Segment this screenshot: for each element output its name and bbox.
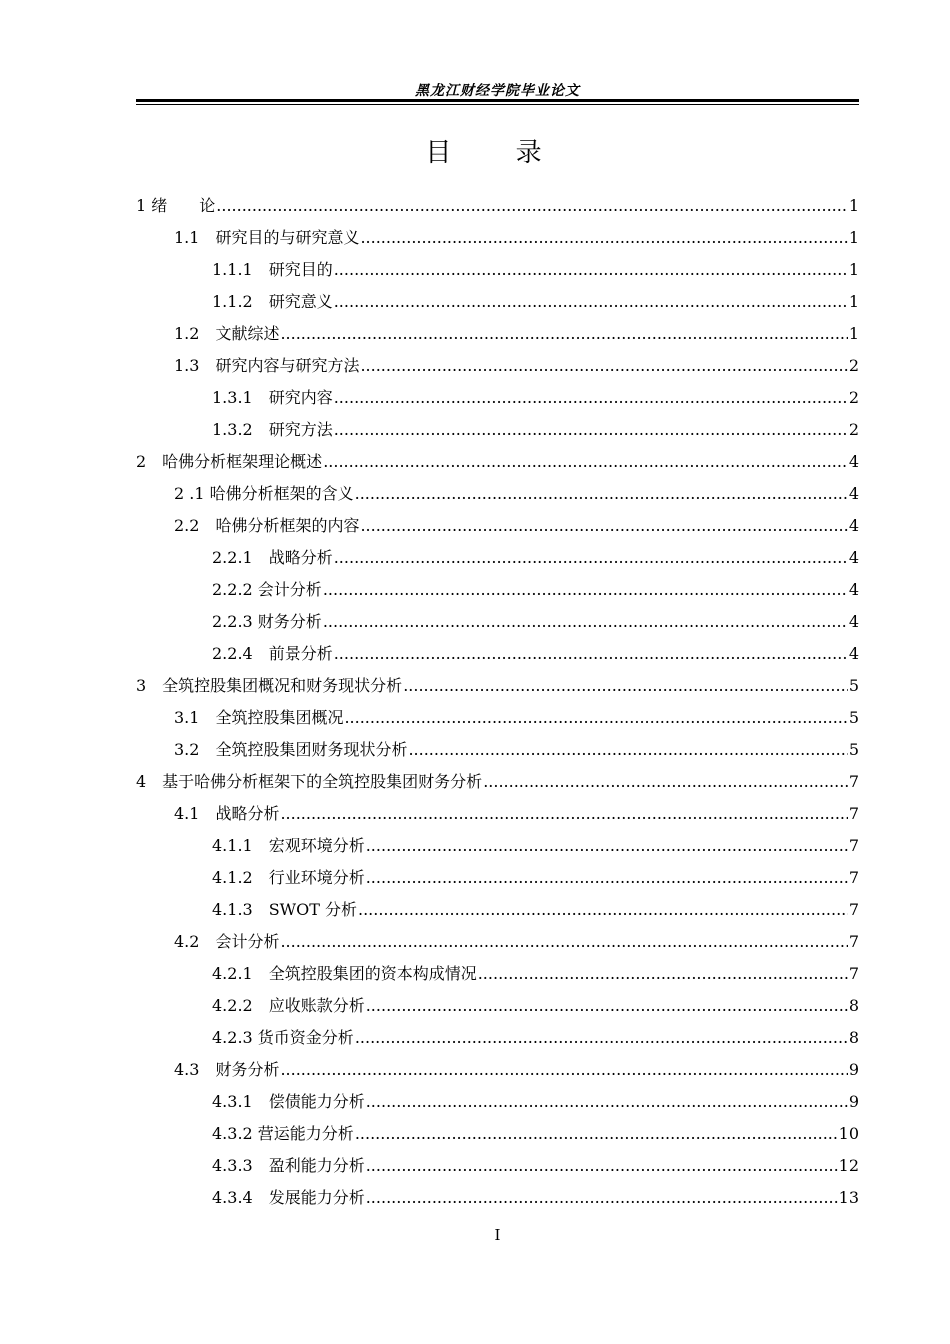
toc-dot-leader: [334, 254, 848, 286]
toc-entry[interactable]: [136, 638, 859, 670]
toc-dot-leader: [360, 510, 847, 542]
toc-entry-page: 4: [848, 644, 859, 663]
toc-entry-page: 8: [848, 1028, 859, 1047]
toc-entry-label: 4.3.2 营运能力分析: [212, 1124, 354, 1143]
toc-entry-label: 1.3 研究内容与研究方法: [174, 356, 360, 375]
toc-entry-label: 4.3.3 盈利能力分析: [212, 1156, 365, 1175]
toc-dot-leader: [334, 638, 848, 670]
toc-entry-label: 1 绪 论: [136, 196, 216, 215]
toc-dot-leader: [408, 734, 847, 766]
toc-entry-page: 4: [848, 580, 859, 599]
toc-entry-label: 4.3.4 发展能力分析: [212, 1188, 365, 1207]
toc-dot-leader: [323, 574, 848, 606]
toc-entry-label: 4 基于哈佛分析框架下的全筑控股集团财务分析: [136, 772, 483, 791]
toc-entry-page: 1: [848, 260, 859, 279]
page-number: I: [494, 1226, 501, 1244]
toc-entry-label: 4.1.1 宏观环境分析: [212, 836, 365, 855]
toc-dot-leader: [280, 1054, 847, 1086]
toc-entry-label: 1.1.1 研究目的: [212, 260, 333, 279]
toc-entry-page: 4: [848, 612, 859, 631]
toc-entry[interactable]: [136, 606, 859, 638]
toc-entry[interactable]: [136, 798, 859, 830]
toc-entry-page: 1: [848, 292, 859, 311]
toc-dot-leader: [366, 830, 848, 862]
toc-dot-leader: [355, 478, 848, 510]
running-header: 黑龙江财经学院毕业论文: [415, 83, 580, 99]
toc-entry[interactable]: [136, 702, 859, 734]
toc-entry-page: 12: [838, 1156, 859, 1175]
toc-entry[interactable]: [136, 830, 859, 862]
toc-entry-page: 7: [848, 836, 859, 855]
toc-entry[interactable]: [136, 222, 859, 254]
toc-dot-leader: [216, 190, 848, 222]
toc-entry-page: 1: [848, 228, 859, 247]
toc-entry-page: 7: [848, 964, 859, 983]
toc-dot-leader: [366, 862, 848, 894]
toc-entry-label: 2.2.4 前景分析: [212, 644, 333, 663]
toc-entry-page: 9: [848, 1092, 859, 1111]
toc-entry[interactable]: [136, 894, 859, 926]
toc-entry[interactable]: [136, 542, 859, 574]
toc-entry[interactable]: [136, 1118, 859, 1150]
toc-entry[interactable]: [136, 382, 859, 414]
toc-entry[interactable]: [136, 1182, 859, 1214]
toc-entry-page: 13: [838, 1188, 859, 1207]
toc-dot-leader: [334, 414, 848, 446]
toc-entry[interactable]: [136, 414, 859, 446]
toc-entry-page: 2: [848, 420, 859, 439]
toc-entry-page: 4: [848, 484, 859, 503]
toc-entry-page: 7: [848, 932, 859, 951]
toc-entry[interactable]: [136, 1054, 859, 1086]
toc-entry-label: 2 哈佛分析框架理论概述: [136, 452, 323, 471]
toc-entry-label: 4.2.2 应收账款分析: [212, 996, 365, 1015]
toc-dot-leader: [280, 926, 847, 958]
toc-entry[interactable]: [136, 1022, 859, 1054]
toc-entry[interactable]: [136, 510, 859, 542]
toc-entry-page: 1: [848, 196, 859, 215]
toc-entry[interactable]: [136, 990, 859, 1022]
toc-entry[interactable]: [136, 670, 859, 702]
toc-entry-label: 1.2 文献综述: [174, 324, 280, 343]
toc-dot-leader: [334, 542, 848, 574]
toc-dot-leader: [360, 222, 847, 254]
toc-dot-leader: [280, 798, 847, 830]
toc-entry-label: 1.3.2 研究方法: [212, 420, 333, 439]
toc-entry-label: 3 全筑控股集团概况和财务现状分析: [136, 676, 403, 695]
toc-dot-leader: [366, 1150, 838, 1182]
toc-entry-page: 10: [838, 1124, 859, 1143]
toc-entry-page: 7: [848, 772, 859, 791]
toc-entry[interactable]: [136, 318, 859, 350]
toc-dot-leader: [355, 1118, 838, 1150]
toc-entry-page: 2: [848, 388, 859, 407]
toc-dot-leader: [366, 1086, 848, 1118]
toc-entry-label: 2.2 哈佛分析框架的内容: [174, 516, 360, 535]
toc-title: 目 录: [425, 138, 570, 168]
toc-entry-page: 9: [848, 1060, 859, 1079]
toc-entry[interactable]: [136, 1086, 859, 1118]
toc-entry-label: 4.2 会计分析: [174, 932, 280, 951]
toc-entry[interactable]: [136, 574, 859, 606]
toc-dot-leader: [360, 350, 847, 382]
toc-entry-label: 4.3.1 偿债能力分析: [212, 1092, 365, 1111]
table-of-contents: [136, 190, 859, 1214]
toc-dot-leader: [323, 606, 848, 638]
toc-entry-label: 2.2.3 财务分析: [212, 612, 322, 631]
toc-entry-label: 2.2.2 会计分析: [212, 580, 322, 599]
toc-entry-page: 7: [848, 868, 859, 887]
toc-entry-label: 1.1.2 研究意义: [212, 292, 333, 311]
toc-entry-page: 7: [848, 804, 859, 823]
toc-entry-label: 1.1 研究目的与研究意义: [174, 228, 360, 247]
toc-entry[interactable]: [136, 862, 859, 894]
toc-dot-leader: [334, 286, 848, 318]
toc-dot-leader: [280, 318, 847, 350]
toc-entry-label: 2 .1 哈佛分析框架的含义: [174, 484, 354, 503]
toc-entry-label: 4.2.1 全筑控股集团的资本构成情况: [212, 964, 477, 983]
toc-dot-leader: [478, 958, 848, 990]
toc-dot-leader: [355, 1022, 848, 1054]
toc-entry-page: 5: [848, 708, 859, 727]
toc-entry[interactable]: [136, 254, 859, 286]
toc-entry-page: 5: [848, 740, 859, 759]
toc-dot-leader: [323, 446, 848, 478]
toc-entry[interactable]: [136, 734, 859, 766]
toc-entry-page: 5: [848, 676, 859, 695]
toc-entry-label: 3.1 全筑控股集团概况: [174, 708, 344, 727]
toc-entry[interactable]: [136, 286, 859, 318]
toc-entry[interactable]: [136, 190, 859, 222]
toc-entry[interactable]: [136, 350, 859, 382]
toc-entry-page: 4: [848, 452, 859, 471]
toc-entry-page: 4: [848, 516, 859, 535]
toc-entry[interactable]: [136, 446, 859, 478]
toc-dot-leader: [334, 382, 848, 414]
toc-dot-leader: [366, 990, 848, 1022]
toc-dot-leader: [358, 894, 848, 926]
toc-dot-leader: [483, 766, 848, 798]
toc-entry-label: 4.1.3 SWOT 分析: [212, 900, 357, 919]
toc-entry[interactable]: [136, 958, 859, 990]
toc-entry-label: 2.2.1 战略分析: [212, 548, 333, 567]
toc-dot-leader: [366, 1182, 838, 1214]
toc-entry-page: 2: [848, 356, 859, 375]
toc-entry-page: 7: [848, 900, 859, 919]
toc-entry[interactable]: [136, 766, 859, 798]
toc-entry[interactable]: [136, 478, 859, 510]
toc-dot-leader: [344, 702, 847, 734]
header-rule-thick: [136, 99, 859, 102]
toc-entry-page: 1: [848, 324, 859, 343]
toc-entry-page: 8: [848, 996, 859, 1015]
toc-entry[interactable]: [136, 1150, 859, 1182]
toc-entry-label: 3.2 全筑控股集团财务现状分析: [174, 740, 408, 759]
toc-entry-label: 4.1.2 行业环境分析: [212, 868, 365, 887]
toc-entry[interactable]: [136, 926, 859, 958]
toc-entry-label: 4.1 战略分析: [174, 804, 280, 823]
toc-entry-label: 4.2.3 货币资金分析: [212, 1028, 354, 1047]
toc-entry-label: 1.3.1 研究内容: [212, 388, 333, 407]
toc-entry-label: 4.3 财务分析: [174, 1060, 280, 1079]
toc-dot-leader: [403, 670, 848, 702]
toc-entry-page: 4: [848, 548, 859, 567]
header-rule-thin: [136, 104, 859, 105]
